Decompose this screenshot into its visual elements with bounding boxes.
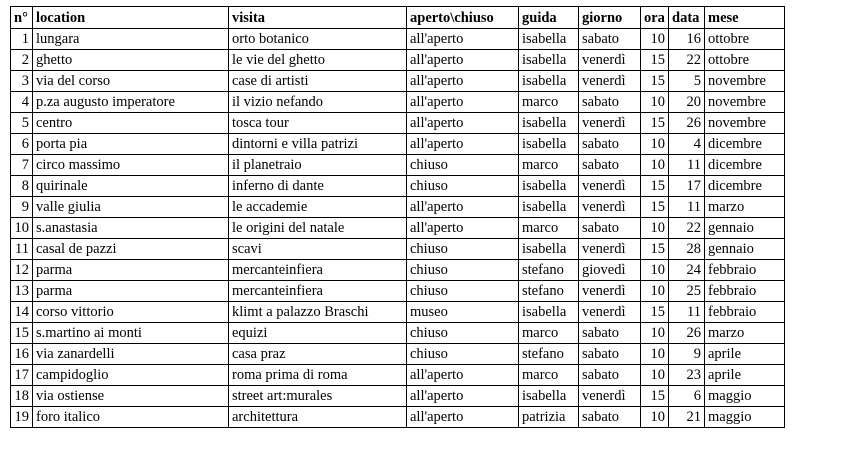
cell-data: 4 xyxy=(669,134,705,155)
cell-location: ghetto xyxy=(33,50,229,71)
cell-data: 17 xyxy=(669,176,705,197)
cell-n: 7 xyxy=(11,155,33,176)
cell-guida: isabella xyxy=(519,302,579,323)
cell-ora: 10 xyxy=(641,29,669,50)
cell-ora: 10 xyxy=(641,260,669,281)
cell-aperto: all'aperto xyxy=(407,197,519,218)
cell-data: 9 xyxy=(669,344,705,365)
cell-mese: maggio xyxy=(705,407,785,428)
cell-visita: le origini del natale xyxy=(229,218,407,239)
cell-aperto: all'aperto xyxy=(407,113,519,134)
cell-location: parma xyxy=(33,281,229,302)
cell-mese: novembre xyxy=(705,71,785,92)
cell-guida: isabella xyxy=(519,29,579,50)
cell-n: 19 xyxy=(11,407,33,428)
cell-ora: 15 xyxy=(641,386,669,407)
cell-visita: scavi xyxy=(229,239,407,260)
cell-mese: febbraio xyxy=(705,260,785,281)
table-row xyxy=(11,113,785,134)
cell-guida: isabella xyxy=(519,71,579,92)
header-guida: guida xyxy=(519,7,579,29)
cell-guida: marco xyxy=(519,365,579,386)
cell-n: 16 xyxy=(11,344,33,365)
cell-n: 5 xyxy=(11,113,33,134)
cell-n: 8 xyxy=(11,176,33,197)
cell-guida: isabella xyxy=(519,239,579,260)
cell-guida: marco xyxy=(519,92,579,113)
cell-n: 6 xyxy=(11,134,33,155)
cell-location: valle giulia xyxy=(33,197,229,218)
cell-location: via zanardelli xyxy=(33,344,229,365)
cell-giorno: sabato xyxy=(579,323,641,344)
cell-n: 13 xyxy=(11,281,33,302)
cell-visita: le accademie xyxy=(229,197,407,218)
cell-visita: dintorni e villa patrizi xyxy=(229,134,407,155)
cell-data: 11 xyxy=(669,197,705,218)
cell-guida: marco xyxy=(519,218,579,239)
cell-ora: 15 xyxy=(641,176,669,197)
cell-mese: gennaio xyxy=(705,218,785,239)
cell-aperto: all'aperto xyxy=(407,218,519,239)
cell-ora: 10 xyxy=(641,344,669,365)
cell-visita: architettura xyxy=(229,407,407,428)
cell-location: casal de pazzi xyxy=(33,239,229,260)
table-row xyxy=(11,386,785,407)
cell-data: 11 xyxy=(669,302,705,323)
cell-visita: il planetraio xyxy=(229,155,407,176)
cell-ora: 10 xyxy=(641,323,669,344)
cell-aperto: chiuso xyxy=(407,239,519,260)
cell-mese: ottobre xyxy=(705,50,785,71)
cell-data: 24 xyxy=(669,260,705,281)
cell-visita: casa praz xyxy=(229,344,407,365)
cell-ora: 15 xyxy=(641,239,669,260)
cell-ora: 10 xyxy=(641,365,669,386)
table-row xyxy=(11,260,785,281)
table-row xyxy=(11,29,785,50)
cell-aperto: all'aperto xyxy=(407,134,519,155)
cell-guida: isabella xyxy=(519,134,579,155)
cell-visita: tosca tour xyxy=(229,113,407,134)
cell-visita: mercanteinfiera xyxy=(229,281,407,302)
cell-visita: klimt a palazzo Braschi xyxy=(229,302,407,323)
header-data: data xyxy=(669,7,705,29)
cell-aperto: all'aperto xyxy=(407,92,519,113)
cell-location: quirinale xyxy=(33,176,229,197)
cell-mese: dicembre xyxy=(705,176,785,197)
header-mese: mese xyxy=(705,7,785,29)
header-n: n° xyxy=(11,7,33,29)
cell-guida: marco xyxy=(519,155,579,176)
table-row xyxy=(11,71,785,92)
cell-location: circo massimo xyxy=(33,155,229,176)
table-row xyxy=(11,176,785,197)
cell-n: 10 xyxy=(11,218,33,239)
cell-aperto: chiuso xyxy=(407,176,519,197)
cell-ora: 10 xyxy=(641,407,669,428)
header-row xyxy=(11,7,785,29)
cell-visita: case di artisti xyxy=(229,71,407,92)
header-aperto-chiuso: aperto\chiuso xyxy=(407,7,519,29)
cell-giorno: sabato xyxy=(579,29,641,50)
cell-guida: stefano xyxy=(519,281,579,302)
cell-visita: equizi xyxy=(229,323,407,344)
table-row xyxy=(11,218,785,239)
cell-aperto: museo xyxy=(407,302,519,323)
cell-aperto: all'aperto xyxy=(407,407,519,428)
header-ora: ora xyxy=(641,7,669,29)
table-row xyxy=(11,50,785,71)
cell-aperto: all'aperto xyxy=(407,386,519,407)
cell-data: 26 xyxy=(669,323,705,344)
cell-data: 22 xyxy=(669,218,705,239)
cell-ora: 10 xyxy=(641,92,669,113)
cell-n: 9 xyxy=(11,197,33,218)
table-row xyxy=(11,155,785,176)
cell-mese: dicembre xyxy=(705,155,785,176)
cell-guida: isabella xyxy=(519,113,579,134)
cell-guida: isabella xyxy=(519,50,579,71)
cell-n: 15 xyxy=(11,323,33,344)
cell-ora: 15 xyxy=(641,197,669,218)
cell-giorno: venerdì xyxy=(579,113,641,134)
table-row xyxy=(11,197,785,218)
cell-data: 6 xyxy=(669,386,705,407)
cell-n: 4 xyxy=(11,92,33,113)
cell-guida: isabella xyxy=(519,197,579,218)
cell-location: centro xyxy=(33,113,229,134)
cell-location: via ostiense xyxy=(33,386,229,407)
cell-visita: il vizio nefando xyxy=(229,92,407,113)
cell-visita: le vie del ghetto xyxy=(229,50,407,71)
table-row xyxy=(11,281,785,302)
cell-location: s.anastasia xyxy=(33,218,229,239)
cell-visita: street art:murales xyxy=(229,386,407,407)
cell-ora: 15 xyxy=(641,71,669,92)
cell-ora: 15 xyxy=(641,302,669,323)
cell-giorno: venerdì xyxy=(579,302,641,323)
cell-location: parma xyxy=(33,260,229,281)
cell-location: via del corso xyxy=(33,71,229,92)
cell-data: 5 xyxy=(669,71,705,92)
cell-data: 26 xyxy=(669,113,705,134)
cell-giorno: venerdì xyxy=(579,50,641,71)
cell-location: p.za augusto imperatore xyxy=(33,92,229,113)
cell-mese: febbraio xyxy=(705,281,785,302)
cell-mese: aprile xyxy=(705,344,785,365)
cell-n: 2 xyxy=(11,50,33,71)
cell-guida: patrizia xyxy=(519,407,579,428)
cell-n: 14 xyxy=(11,302,33,323)
cell-mese: marzo xyxy=(705,197,785,218)
cell-mese: marzo xyxy=(705,323,785,344)
cell-giorno: venerdì xyxy=(579,386,641,407)
cell-aperto: all'aperto xyxy=(407,50,519,71)
cell-mese: aprile xyxy=(705,365,785,386)
cell-aperto: all'aperto xyxy=(407,365,519,386)
cell-data: 11 xyxy=(669,155,705,176)
cell-giorno: venerdì xyxy=(579,176,641,197)
cell-visita: mercanteinfiera xyxy=(229,260,407,281)
cell-visita: inferno di dante xyxy=(229,176,407,197)
cell-data: 28 xyxy=(669,239,705,260)
visits-table xyxy=(10,6,785,428)
cell-aperto: all'aperto xyxy=(407,29,519,50)
cell-mese: ottobre xyxy=(705,29,785,50)
cell-mese: febbraio xyxy=(705,302,785,323)
cell-giorno: sabato xyxy=(579,155,641,176)
cell-guida: marco xyxy=(519,323,579,344)
cell-location: lungara xyxy=(33,29,229,50)
cell-n: 11 xyxy=(11,239,33,260)
cell-location: porta pia xyxy=(33,134,229,155)
table-row xyxy=(11,344,785,365)
cell-giorno: venerdì xyxy=(579,197,641,218)
cell-aperto: all'aperto xyxy=(407,71,519,92)
table-row xyxy=(11,365,785,386)
cell-giorno: sabato xyxy=(579,134,641,155)
cell-giorno: sabato xyxy=(579,92,641,113)
cell-location: corso vittorio xyxy=(33,302,229,323)
cell-giorno: venerdì xyxy=(579,239,641,260)
cell-data: 25 xyxy=(669,281,705,302)
cell-location: campidoglio xyxy=(33,365,229,386)
cell-data: 23 xyxy=(669,365,705,386)
cell-giorno: sabato xyxy=(579,407,641,428)
cell-visita: orto botanico xyxy=(229,29,407,50)
cell-data: 16 xyxy=(669,29,705,50)
cell-giorno: sabato xyxy=(579,365,641,386)
cell-giorno: venerdì xyxy=(579,71,641,92)
cell-ora: 10 xyxy=(641,218,669,239)
cell-giorno: sabato xyxy=(579,218,641,239)
cell-ora: 10 xyxy=(641,281,669,302)
cell-n: 18 xyxy=(11,386,33,407)
header-location: location xyxy=(33,7,229,29)
cell-mese: novembre xyxy=(705,113,785,134)
cell-n: 12 xyxy=(11,260,33,281)
cell-n: 17 xyxy=(11,365,33,386)
cell-giorno: venerdì xyxy=(579,281,641,302)
cell-giorno: giovedì xyxy=(579,260,641,281)
table-row xyxy=(11,134,785,155)
table-row xyxy=(11,239,785,260)
cell-mese: maggio xyxy=(705,386,785,407)
cell-mese: gennaio xyxy=(705,239,785,260)
cell-location: s.martino ai monti xyxy=(33,323,229,344)
table-row xyxy=(11,302,785,323)
header-giorno: giorno xyxy=(579,7,641,29)
cell-giorno: sabato xyxy=(579,344,641,365)
cell-ora: 15 xyxy=(641,113,669,134)
cell-guida: stefano xyxy=(519,260,579,281)
table-row xyxy=(11,92,785,113)
cell-data: 21 xyxy=(669,407,705,428)
table-row xyxy=(11,323,785,344)
cell-ora: 10 xyxy=(641,155,669,176)
cell-mese: novembre xyxy=(705,92,785,113)
table-row xyxy=(11,407,785,428)
cell-guida: stefano xyxy=(519,344,579,365)
cell-data: 20 xyxy=(669,92,705,113)
cell-ora: 15 xyxy=(641,50,669,71)
cell-aperto: chiuso xyxy=(407,344,519,365)
header-visita: visita xyxy=(229,7,407,29)
cell-n: 3 xyxy=(11,71,33,92)
cell-aperto: chiuso xyxy=(407,155,519,176)
cell-guida: isabella xyxy=(519,176,579,197)
cell-mese: dicembre xyxy=(705,134,785,155)
cell-ora: 10 xyxy=(641,134,669,155)
cell-guida: isabella xyxy=(519,386,579,407)
cell-n: 1 xyxy=(11,29,33,50)
cell-location: foro italico xyxy=(33,407,229,428)
cell-aperto: chiuso xyxy=(407,281,519,302)
cell-data: 22 xyxy=(669,50,705,71)
cell-aperto: chiuso xyxy=(407,260,519,281)
cell-visita: roma prima di roma xyxy=(229,365,407,386)
cell-aperto: chiuso xyxy=(407,323,519,344)
